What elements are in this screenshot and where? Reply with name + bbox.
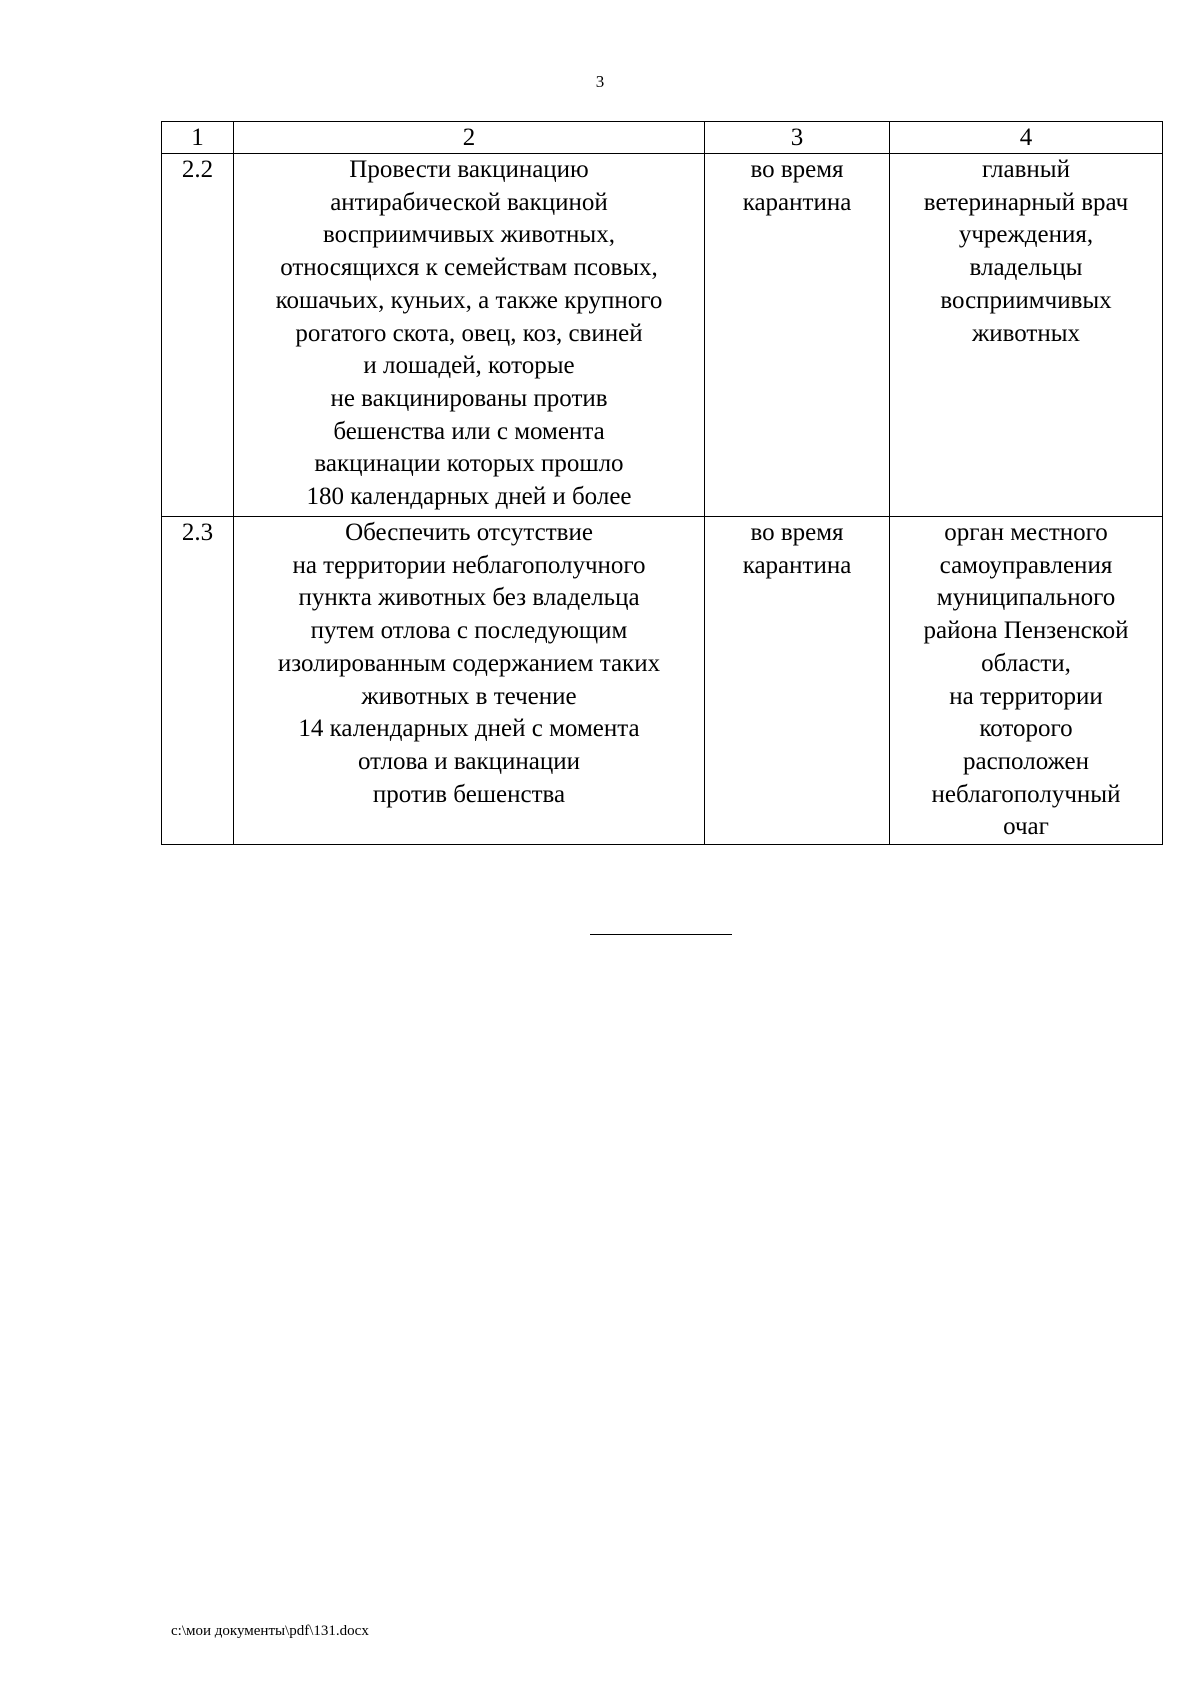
end-of-document-rule [590, 934, 732, 935]
table-row [162, 154, 1163, 517]
action-cell: Провести вакцинацию антирабической вакциной восприимчивых животных, относящихся к семействам псовых, кошачьих, куньих, а также крупного рогатого скота, овец, коз, свиней и лошадей, которые не вакцинированы против бешенства или с момента вакцинации которых прошло 180 календарных дней и более [234, 154, 705, 517]
responsible-cell: орган местного самоуправления муниципального района Пензенской области, на территории которого расположен неблагополучный очаг [890, 517, 1163, 845]
header-cell-4: 4 [890, 122, 1163, 154]
table-header-row [162, 122, 1163, 154]
header-cell-1: 1 [162, 122, 234, 154]
page-number: 3 [595, 72, 605, 91]
term-cell: во время карантина [705, 154, 890, 517]
header-cell-3: 3 [705, 122, 890, 154]
header-cell-2: 2 [234, 122, 705, 154]
table-row [162, 517, 1163, 845]
measures-table [161, 121, 1163, 845]
term-cell: во время карантина [705, 517, 890, 845]
action-cell: Обеспечить отсутствие на территории неблагополучного пункта животных без владельца путем отлова с последующим изолированным содержанием таких животных в течение 14 календарных дней с момента отлова и вакцинации против бешенства [234, 517, 705, 845]
responsible-cell: главный ветеринарный врач учреждения, владельцы восприимчивых животных [890, 154, 1163, 517]
footer-file-path: c:\мои документы\pdf\131.docx [171, 1623, 369, 1639]
row-number-cell: 2.3 [162, 517, 234, 845]
row-number-cell: 2.2 [162, 154, 234, 517]
